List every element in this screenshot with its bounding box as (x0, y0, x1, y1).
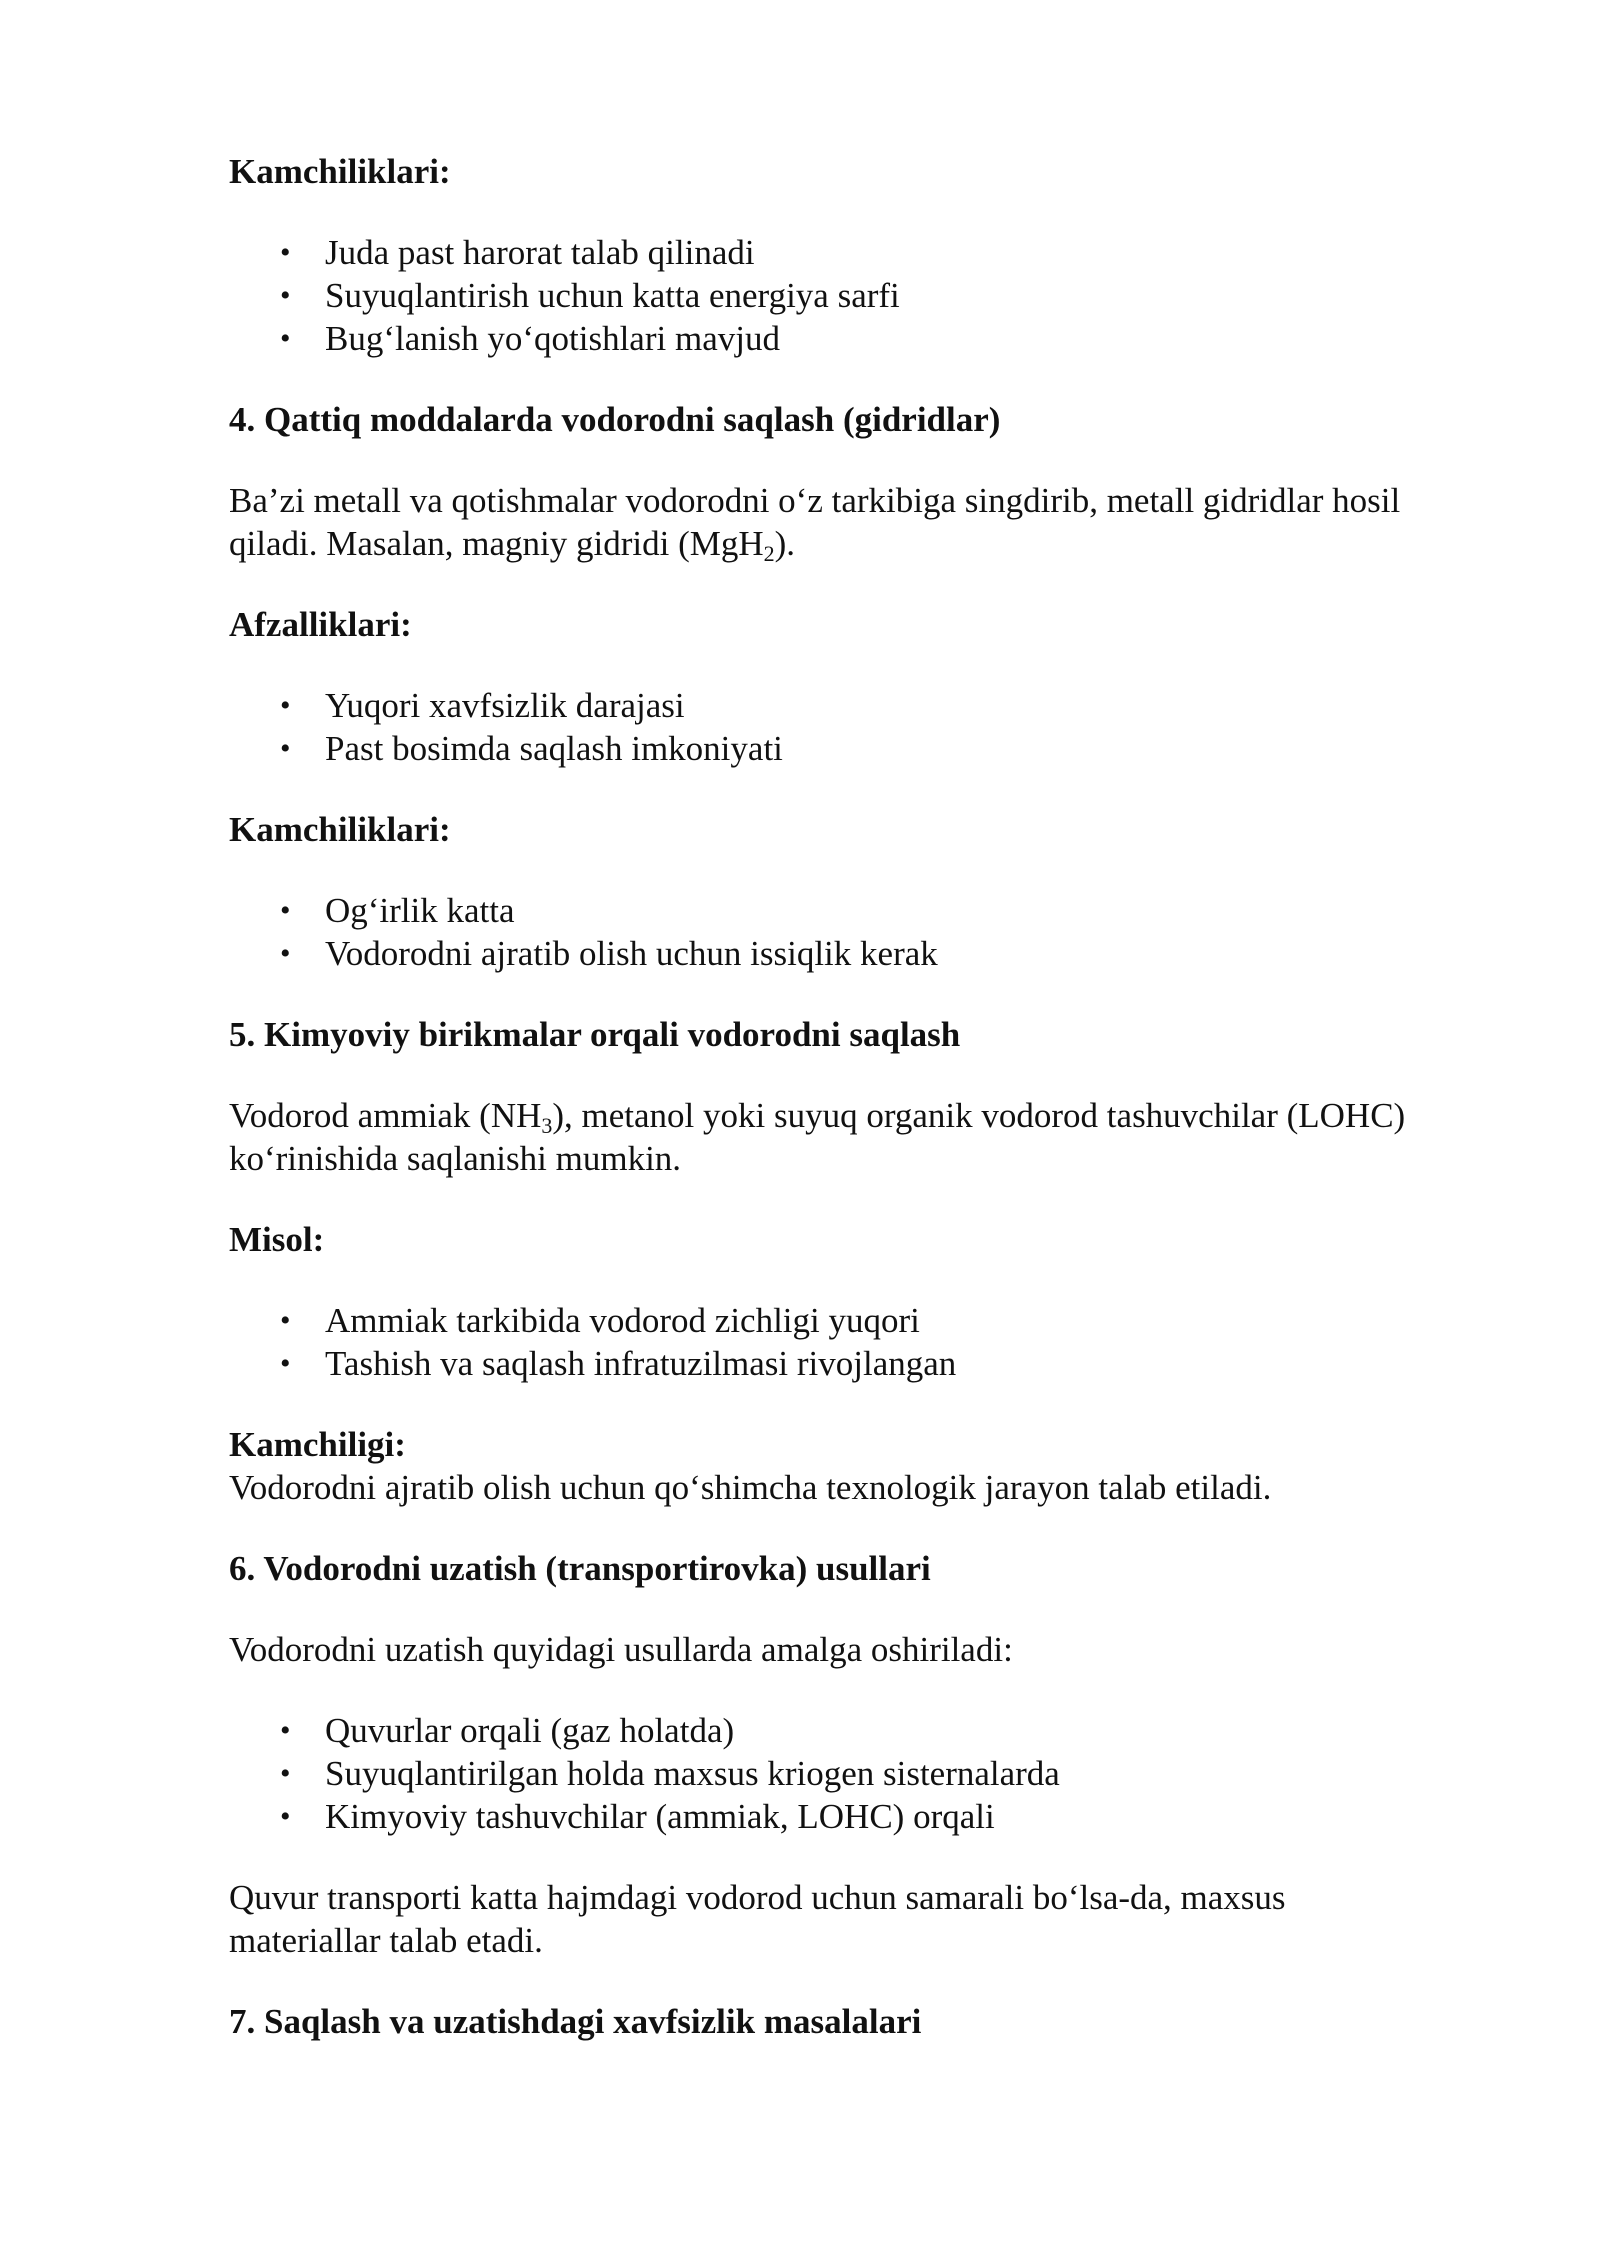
kamchiliklari-heading: Kamchiliklari: (229, 152, 451, 191)
kamchiliklari-heading: Kamchiliklari: (229, 810, 451, 849)
bullet-icon: • (280, 1304, 291, 1337)
list-item: • Vodorodni ajratib olish uchun issiqlik kerak (280, 934, 938, 973)
bullet-icon: • (280, 1347, 291, 1380)
section-6-closing: Quvur transporti katta hajmdagi vodorod uchun samarali bo‘lsa-da, maxsus materiallar talab etadi. (229, 1878, 1286, 1960)
list-item: • Ammiak tarkibida vodorod zichligi yuqori (280, 1301, 920, 1340)
list-item: • Og‘irlik katta (280, 891, 515, 930)
list-item: • Bug‘lanish yo‘qotishlari mavjud (280, 319, 780, 358)
section-7-heading: 7. Saqlash va uzatishdagi xavfsizlik masalalari (229, 2002, 922, 2041)
bullet-icon: • (280, 1757, 291, 1790)
section-6-heading: 6. Vodorodni uzatish (transportirovka) usullari (229, 1549, 931, 1588)
bullet-icon: • (280, 1800, 291, 1833)
bullet-icon: • (280, 322, 291, 355)
misol-list (229, 1299, 1429, 1385)
list-item: • Quvurlar orqali (gaz holatda) (280, 1711, 735, 1750)
kamchiliklari-list (229, 231, 1429, 360)
list-item: • Yuqori xavfsizlik darajasi (280, 686, 685, 725)
afzalliklari-heading: Afzalliklari: (229, 605, 412, 644)
bullet-icon: • (280, 236, 291, 269)
misol-heading: Misol: (229, 1220, 325, 1259)
kamchiligi-heading: Kamchiligi: (229, 1425, 406, 1464)
section-5-heading: 5. Kimyoviy birikmalar orqali vodorodni saqlash (229, 1015, 961, 1054)
bullet-icon: • (280, 732, 291, 765)
document-body (229, 150, 1429, 2081)
bullet-icon: • (280, 279, 291, 312)
list-item: • Past bosimda saqlash imkoniyati (280, 729, 783, 768)
afzalliklari-list (229, 684, 1429, 770)
bullet-icon: • (280, 689, 291, 722)
list-item: • Kimyoviy tashuvchilar (ammiak, LOHC) orqali (280, 1797, 995, 1836)
transport-methods-list (229, 1709, 1429, 1838)
section-4-heading: 4. Qattiq moddalarda vodorodni saqlash (gidridlar) (229, 400, 1001, 439)
section-4-paragraph: Ba’zi metall va qotishmalar vodorodni o‘z tarkibiga singdirib, metall gidridlar hosil qiladi. Masalan, magniy gidridi (MgH$_2$). (229, 481, 1401, 566)
kamchiliklari-list (229, 889, 1429, 975)
bullet-icon: • (280, 937, 291, 970)
list-item: • Juda past harorat talab qilinadi (280, 233, 755, 272)
section-5-paragraph: Vodorod ammiak $(NH_3)$, metanol yoki suyuq organik vodorod tashuvchilar (LOHC) ko‘rinishida saqlanishi mumkin. (229, 1096, 1406, 1178)
list-item: • Tashish va saqlash infratuzilmasi rivojlangan (280, 1344, 957, 1383)
section-6-intro: Vodorodni uzatish quyidagi usullarda amalga oshiriladi: (229, 1630, 1013, 1669)
kamchiligi-text: Vodorodni ajratib olish uchun qo‘shimcha texnologik jarayon talab etiladi. (229, 1468, 1272, 1507)
bullet-icon: • (280, 1714, 291, 1747)
bullet-icon: • (280, 894, 291, 927)
list-item: • Suyuqlantirilgan holda maxsus kriogen sisternalarda (280, 1754, 1060, 1793)
list-item: • Suyuqlantirish uchun katta energiya sarfi (280, 276, 900, 315)
